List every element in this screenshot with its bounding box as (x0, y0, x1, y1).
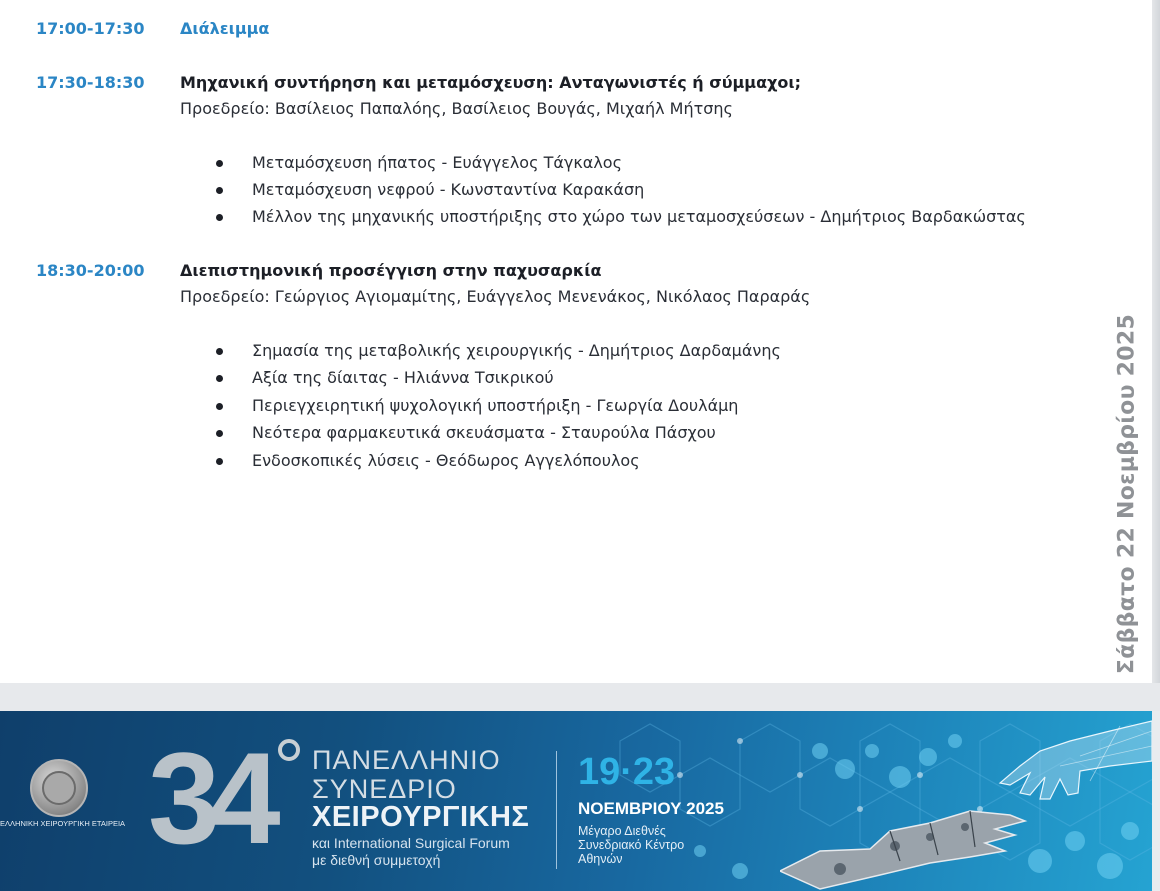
conference-month: ΝΟΕΜΒΡΙΟΥ 2025 (578, 799, 724, 818)
talk-text: Μεταμόσχευση ήπατος - Ευάγγελος Τάγκαλος (252, 153, 622, 172)
talk-text: Μέλλον της μηχανικής υποστήριξης στο χώρο των μεταμοσχεύσεων - Δημήτριος Βαρδακώστας (252, 207, 1026, 226)
venue-line2: Συνεδριακό Κέντρο (578, 838, 685, 852)
talk-text: Μεταμόσχευση νεφρού - Κωνσταντίνα Καρακάση (252, 180, 645, 199)
session-title: Διεπιστημονική προσέγγιση στην παχυσαρκία (180, 261, 602, 280)
talk-text: Ενδοσκοπικές λύσεις - Θεόδωρος Αγγελόπουλος (252, 451, 640, 470)
conference-line5: με διεθνή συμμετοχή (312, 852, 441, 868)
session-time: 18:30-20:00 (36, 261, 145, 280)
degree-mark-icon (278, 739, 300, 761)
side-date: Σάββατο 22 Νοεμβρίου 2025 (1114, 313, 1140, 675)
human-hand-icon (990, 711, 1152, 821)
venue-line1: Μέγαρο Διεθνές (578, 824, 666, 838)
conference-dates: 19·23 (578, 751, 676, 793)
bullet-icon (216, 430, 223, 437)
session-time: 17:00-17:30 (36, 19, 145, 38)
conference-banner (0, 711, 1152, 891)
page-gap (0, 683, 1160, 711)
session-title: Μηχανική συντήρηση και μεταμόσχευση: Ανταγωνιστές ή σύμμαχοι; (180, 73, 802, 92)
session-chairs: Προεδρείο: Γεώργιος Αγιομαμίτης, Ευάγγελος Μενενάκος, Νικόλαος Παραράς (180, 287, 811, 306)
bullet-icon (216, 187, 223, 194)
conference-line1: ΠΑΝΕΛΛΗΝΙΟ (312, 745, 501, 775)
conference-line4: και International Surgical Forum (312, 835, 510, 851)
conference-line3: ΧΕΙΡΟΥΡΓΙΚΗΣ (312, 801, 530, 833)
page-edge (1152, 0, 1160, 683)
talk-text: Νεότερα φαρμακευτικά σκευάσματα - Σταυρούλα Πάσχου (252, 423, 716, 442)
bullet-icon (216, 375, 223, 382)
session-time: 17:30-18:30 (36, 73, 145, 92)
society-name: ΕΛΛΗΝΙΚΗ ΧΕΙΡΟΥΡΓΙΚΗ ΕΤΑΙΡΕΙΑ (0, 819, 126, 828)
break-title: Διάλειμμα (180, 19, 270, 38)
bullet-icon (216, 348, 223, 355)
venue-line3: Αθηνών (578, 852, 623, 866)
bullet-icon (216, 403, 223, 410)
session-chairs: Προεδρείο: Βασίλειος Παπαλόης, Βασίλειος Βουγάς, Μιχαήλ Μήτσης (180, 99, 733, 118)
edition-number: 34 (148, 725, 269, 871)
bullet-icon (216, 458, 223, 465)
bullet-icon (216, 160, 223, 167)
talk-text: Περιεγχειρητική ψυχολογική υποστήριξη - Γεωργία Δουλάμη (252, 396, 739, 415)
talk-text: Αξία της δίαιτας - Ηλιάννα Τσικρικού (252, 368, 554, 387)
talk-text: Σημασία της μεταβολικής χειρουργικής - Δημήτριος Δαρδαμάνης (252, 341, 781, 360)
society-logo-icon (30, 759, 88, 817)
banner-divider (556, 751, 557, 869)
bullet-icon (216, 214, 223, 221)
conference-line2: ΣΥΝΕΔΡΙΟ (312, 774, 457, 804)
